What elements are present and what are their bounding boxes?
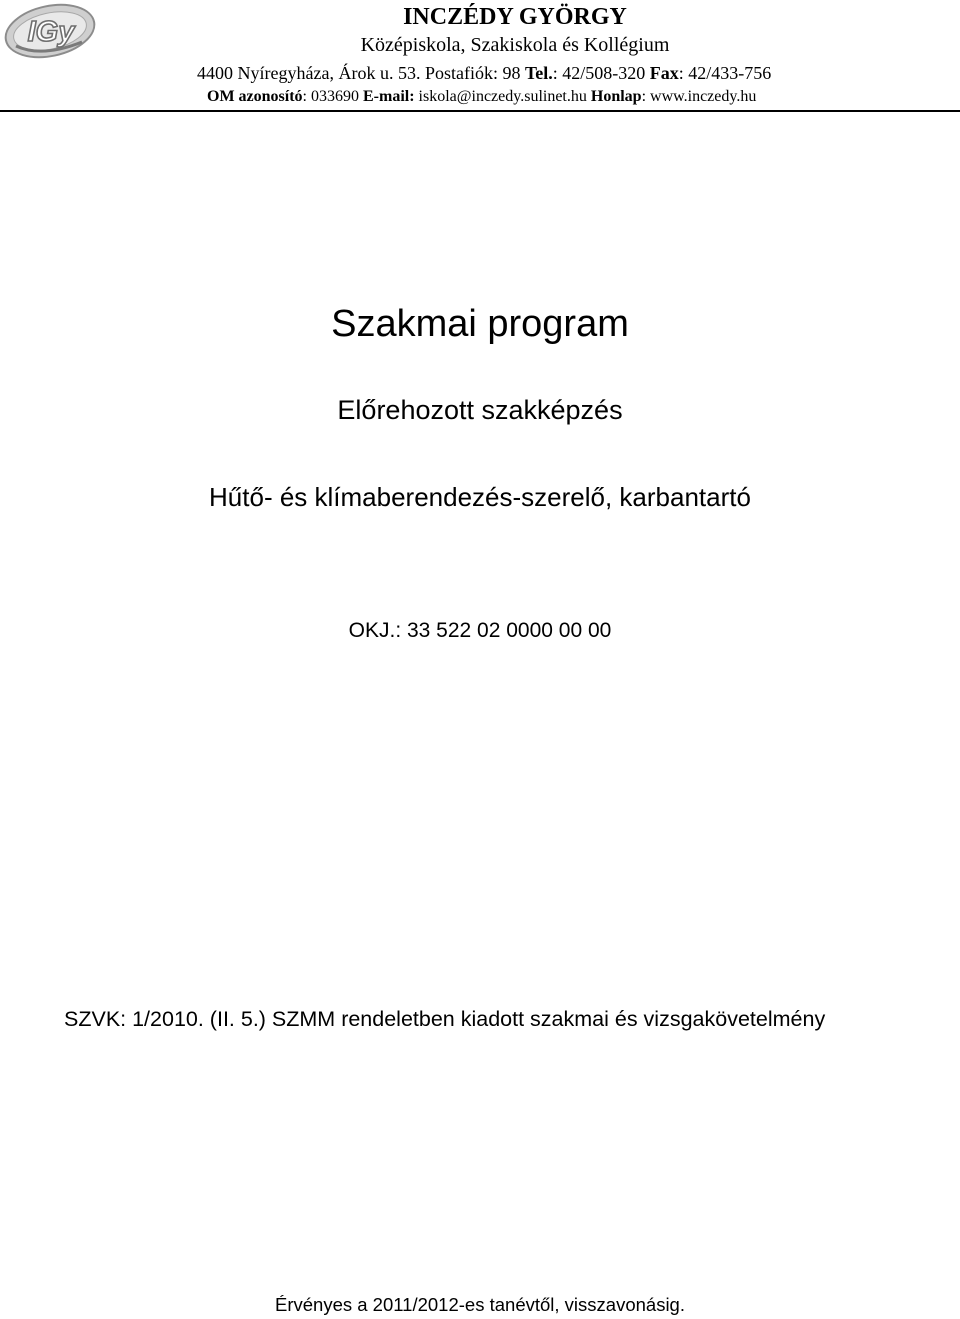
validity-note: Érvényes a 2011/2012-es tanévtől, visszavonásig. [275,1294,685,1315]
tel-value: : 42/508-320 [552,63,646,83]
svg-text:IGy: IGy [27,16,75,48]
header-divider [0,110,960,112]
document-subtitle: Előrehozott szakképzés [337,395,623,425]
school-name: INCZÉDY GYÖRGY [403,4,627,30]
szvk-reference: SZVK: 1/2010. (II. 5.) SZMM rendeletben kiadott szakmai és vizsgakövetelmény [64,1007,826,1031]
email-value: iskola@inczedy.sulinet.hu [418,88,587,105]
address-line [197,61,771,85]
fax-value: : 42/433-756 [678,63,772,83]
profession-name: Hűtő- és klímaberendezés-szerelő, karbantartó [209,482,751,512]
om-value: : 033690 [302,88,359,105]
fax-label: Fax [649,63,679,83]
contact-line [207,86,756,108]
document-title: Szakmai program [331,303,629,345]
email-label: E-mail: [363,88,415,105]
okj-code: OKJ.: 33 522 02 0000 00 00 [348,619,612,642]
om-label: OM azonosító [207,88,303,105]
tel-label: Tel. [524,63,553,83]
web-value: : www.inczedy.hu [641,88,757,105]
postal-address: 4400 Nyíregyháza, Árok u. 53. Postafiók: 98 [197,63,521,83]
web-label: Honlap [590,88,642,105]
school-type: Középiskola, Szakiskola és Kollégium [360,34,670,56]
